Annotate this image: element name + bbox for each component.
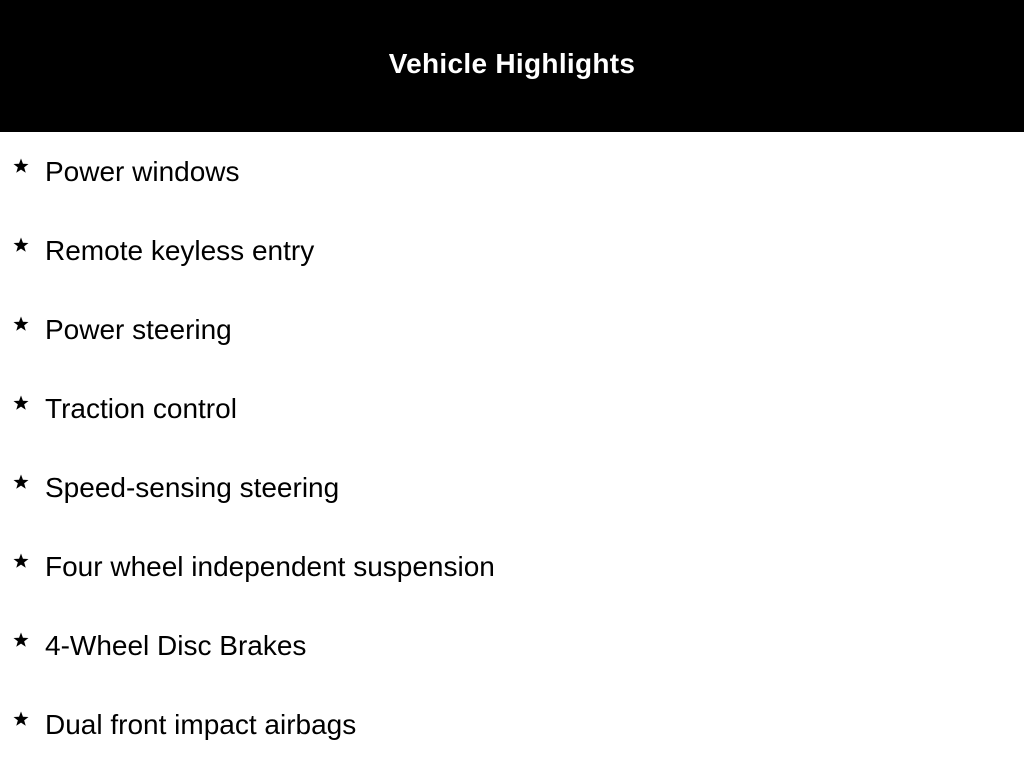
page-header — [0, 0, 1024, 132]
feature-list — [0, 132, 1024, 768]
feature-label: Traction control — [45, 393, 237, 424]
star-icon — [12, 552, 30, 570]
feature-label: Speed-sensing steering — [45, 472, 340, 503]
page-title: Vehicle Highlights — [388, 47, 636, 79]
star-icon — [12, 394, 30, 412]
star-icon — [12, 236, 30, 254]
star-icon — [12, 631, 30, 649]
feature-label: Power steering — [45, 314, 232, 345]
star-icon — [12, 710, 30, 728]
feature-label: Power windows — [45, 156, 240, 187]
star-icon — [12, 315, 30, 333]
feature-label: 4-Wheel Disc Brakes — [45, 630, 307, 661]
star-icon — [12, 473, 30, 491]
feature-label: Four wheel independent suspension — [45, 551, 495, 582]
feature-label: Dual front impact airbags — [45, 709, 357, 740]
star-icon — [12, 157, 30, 175]
feature-label: Remote keyless entry — [45, 235, 315, 266]
